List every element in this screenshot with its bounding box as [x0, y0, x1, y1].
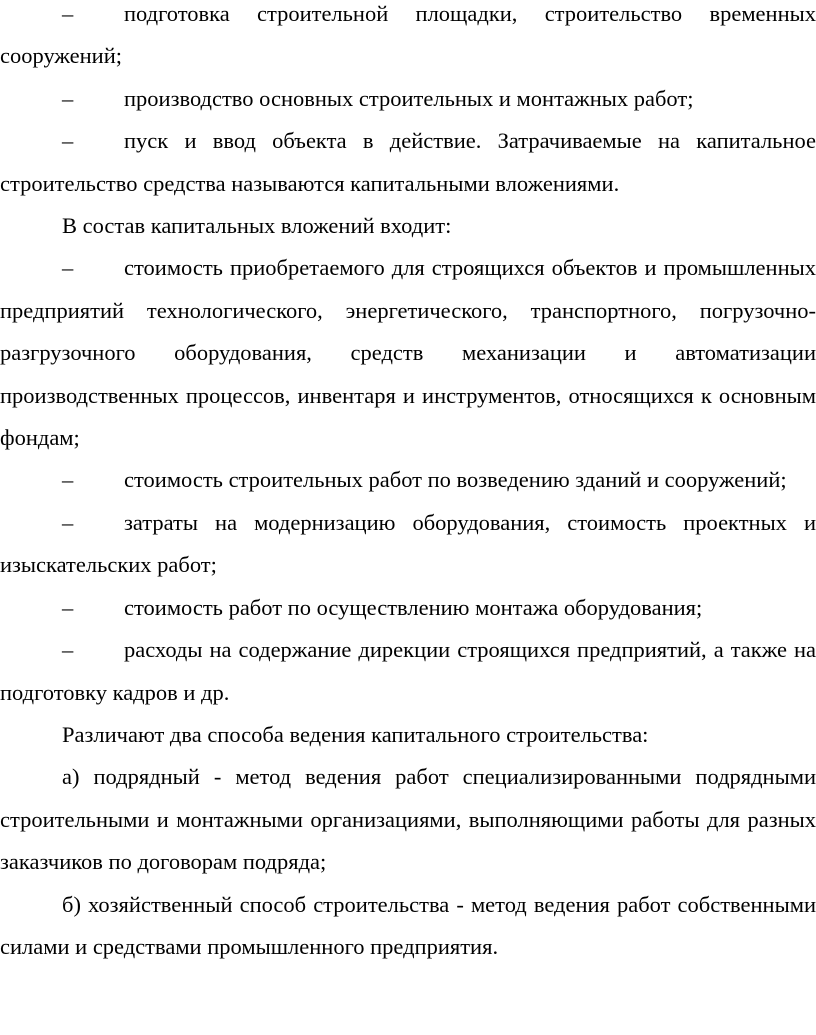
dash-bullet: –	[62, 637, 74, 663]
list-item-directorate-expenses	[0, 629, 816, 714]
list-item-text: стоимость работ по осуществлению монтажа оборудования;	[124, 594, 703, 620]
dash-bullet: –	[62, 128, 74, 154]
list-item-site-preparation	[0, 0, 816, 78]
list-item-installation-cost	[0, 587, 816, 629]
list-item-text: пуск и ввод объекта в действие. Затрачиваемые на капитальное строительство средства называются капитальными вложениями.	[0, 128, 816, 196]
paragraph-contract-method: а) подрядный - метод ведения работ специализированными подрядными строительными и монтажными организациями, выполняющими работы для разных заказчиков по договорам подряда;	[0, 764, 816, 875]
dash-bullet: –	[62, 467, 74, 493]
dash-bullet: –	[62, 255, 74, 281]
list-item-text: подготовка строительной площадки, строительство временных сооружений;	[0, 1, 816, 69]
list-item-equipment-cost	[0, 247, 816, 459]
list-item-main-works	[0, 78, 816, 120]
list-item-text: затраты на модернизацию оборудования, стоимость проектных и изыскательских работ;	[0, 509, 816, 578]
list-item-construction-cost	[0, 459, 816, 501]
dash-bullet: –	[62, 594, 74, 620]
list-item-text: стоимость приобретаемого для строящихся объектов и промышленных предприятий технологического, энергетического, транспортного, погрузочно-разгрузочного оборудования, средств механизации и автоматизации производственных процессов, инвентаря и инструментов, относящихся к основным фондам;	[0, 255, 816, 451]
paragraph-two-methods: Различают два способа ведения капитального строительства:	[62, 721, 649, 747]
list-item-text: стоимость строительных работ по возведению зданий и сооружений;	[124, 467, 787, 493]
dash-bullet: –	[62, 1, 74, 26]
list-item-modernization-cost	[0, 502, 816, 587]
list-item-commissioning	[0, 120, 816, 205]
dash-bullet: –	[62, 509, 74, 535]
list-item-text: расходы на содержание дирекции строящихся предприятий, а также на подготовку кадров и др.	[0, 637, 816, 705]
list-item-text: производство основных строительных и монтажных работ;	[124, 85, 694, 111]
dash-bullet: –	[62, 85, 74, 111]
paragraph-investment-composition: В состав капитальных вложений входит:	[62, 213, 452, 239]
paragraph-in-house-method: б) хозяйственный способ строительства - метод ведения работ собственными силами и средствами промышленного предприятия.	[0, 891, 816, 959]
